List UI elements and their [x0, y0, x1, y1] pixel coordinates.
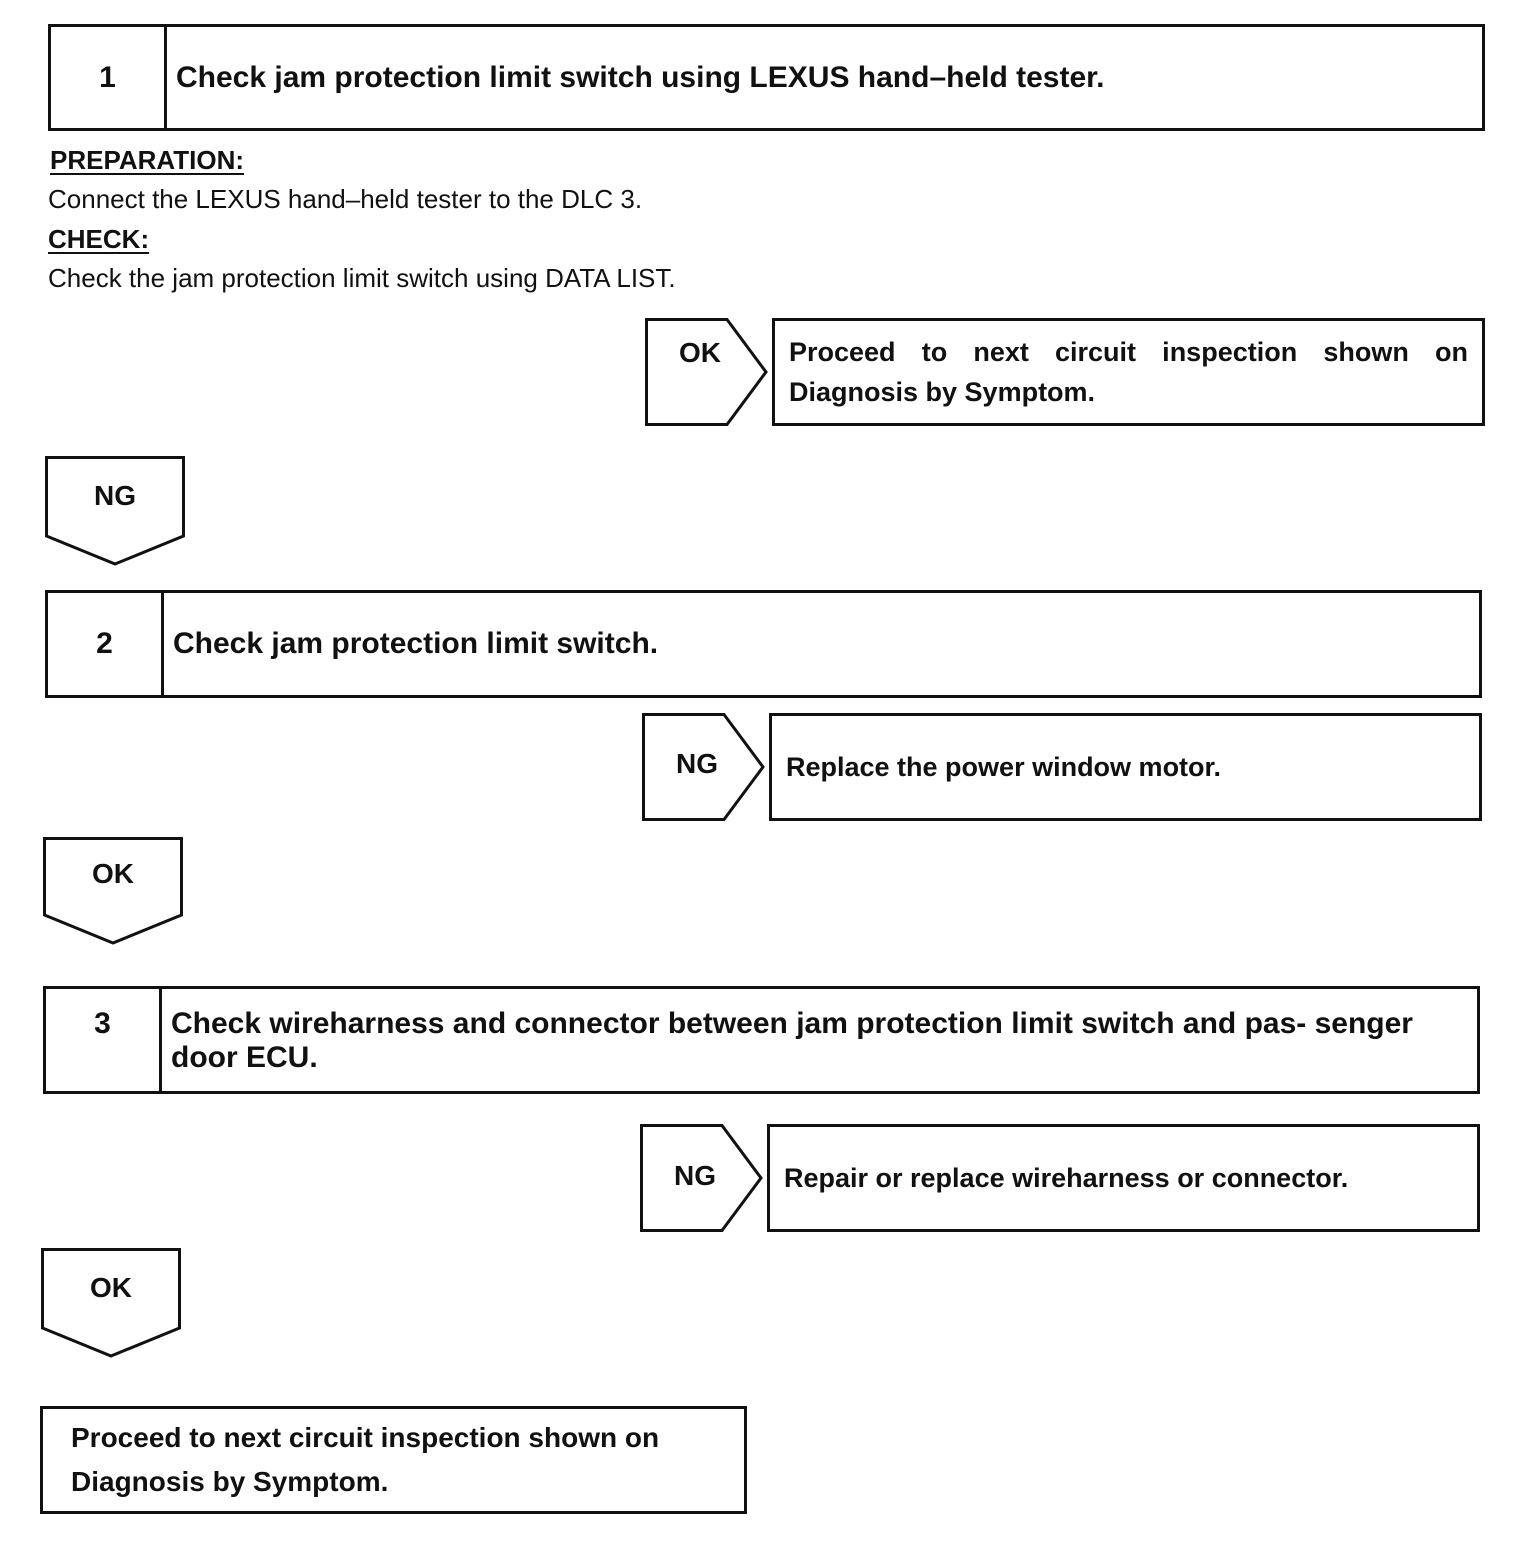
check-label: CHECK:: [48, 224, 150, 254]
check-text: Check the jam protection limit switch using DATA LIST.: [48, 263, 676, 293]
preparation-label: PREPARATION:: [50, 145, 245, 175]
step-2-ok-label: OK: [92, 858, 134, 889]
step-1-ok-label: OK: [679, 337, 721, 368]
right-arrow-icon: [645, 318, 770, 426]
step-1-ok-result-text: Proceed to next circuit inspection shown on Diagnosis by Symptom.: [789, 337, 1468, 407]
step-1-ok-result: [772, 318, 1485, 426]
step-1-title: Check jam protection limit switch using LEXUS hand–held tester.: [176, 60, 1105, 94]
step-3-ok-label: OK: [90, 1272, 132, 1303]
step-1-box: [48, 24, 1485, 131]
step-3-box: [43, 986, 1480, 1094]
step-3-ng-result-text: Repair or replace wireharness or connector.: [784, 1163, 1349, 1193]
step-3-ng-result: [767, 1124, 1480, 1232]
preparation-text: Connect the LEXUS hand–held tester to the DLC 3.: [48, 184, 643, 214]
step-2-ng-result-text: Replace the power window motor.: [786, 752, 1222, 782]
step-2-title: Check jam protection limit switch.: [173, 627, 659, 660]
step-2-number: 2: [48, 593, 164, 695]
step-2-ng-label: NG: [676, 748, 718, 779]
final-result-box: [40, 1406, 747, 1514]
step-1-ng-label: NG: [94, 480, 136, 511]
step-3-number: 3: [46, 989, 162, 1091]
step-2-box: [45, 590, 1482, 698]
down-arrow-icon: [43, 837, 183, 945]
step-2-ng-result: [769, 713, 1482, 821]
step-3-ng-label: NG: [674, 1160, 716, 1191]
step-1-number: 1: [51, 27, 167, 128]
step-3-title: Check wireharness and connector between jam protection limit switch and pas- senger door ECU.: [171, 1007, 1413, 1074]
final-result-text: Proceed to next circuit inspection shown on Diagnosis by Symptom.: [71, 1422, 660, 1497]
